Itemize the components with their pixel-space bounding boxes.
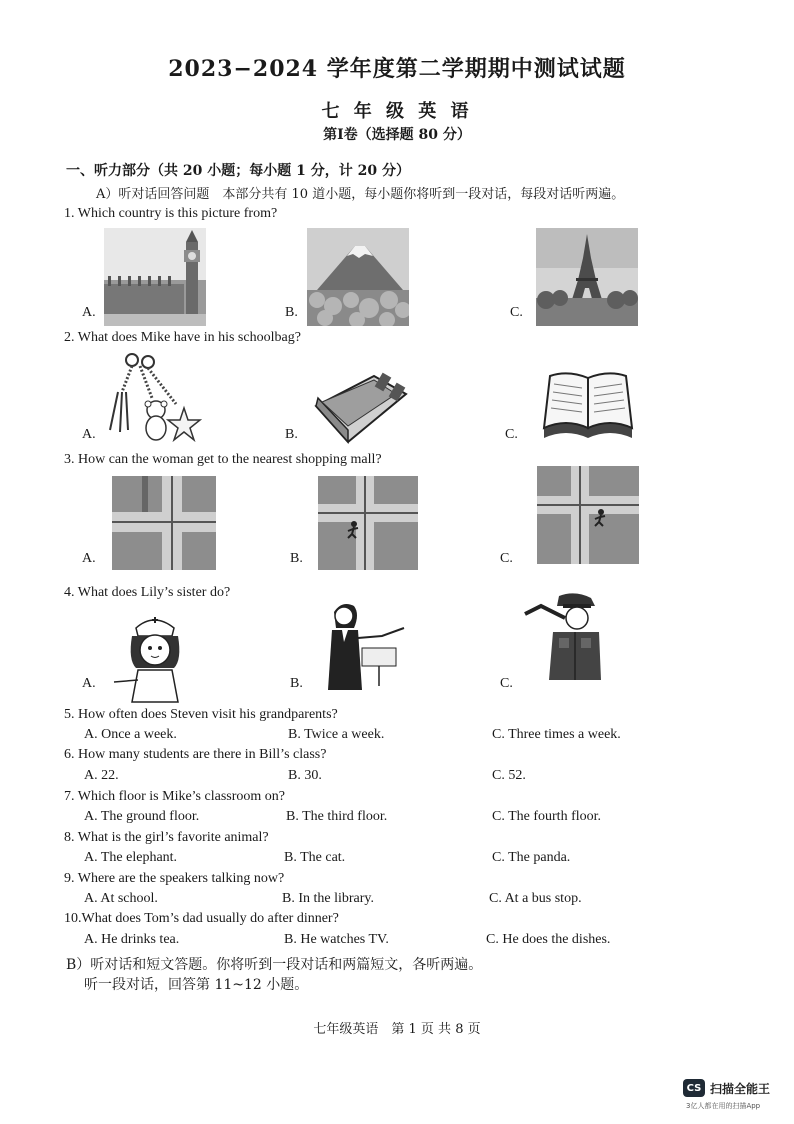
part-b-instruction: B）听对话和短文答题。你将听到一段对话和两篇短文，各听两遍。	[66, 957, 483, 973]
scanner-watermark	[683, 1079, 770, 1097]
q8-option-c: C. The panda.	[492, 850, 571, 865]
q6-option-b: B. 30.	[288, 768, 322, 783]
q4-option-a-label: A.	[82, 676, 96, 691]
q3-option-a-image	[112, 476, 216, 570]
q7-option-a: A. The ground floor.	[84, 809, 200, 824]
q8-option-a: A. The elephant.	[84, 850, 178, 865]
q2-option-a-image	[100, 352, 210, 448]
listening-section-title: 一、听力部分（共 20 小题；每小题 1 分，计 20 分）	[66, 163, 410, 179]
q1-option-a-image	[104, 228, 206, 326]
q6-option-c: C. 52.	[492, 768, 526, 783]
q5-option-a: A. Once a week.	[84, 727, 177, 742]
question-1: 1. Which country is this picture from?	[64, 206, 278, 221]
part-b-subinstruction: 听一段对话，回答第 11~12 小题。	[84, 977, 309, 993]
question-7: 7. Which floor is Mike’s classroom on?	[64, 789, 285, 804]
page-footer: 七年级英语 第 1 页 共 8 页	[313, 1022, 481, 1037]
q10-option-b: B. He watches TV.	[284, 932, 389, 947]
q9-option-c: C. At a bus stop.	[489, 891, 582, 906]
q2-option-b-label: B.	[285, 427, 298, 442]
q5-option-b: B. Twice a week.	[288, 727, 385, 742]
part-a-instruction: A）听对话回答问题 本部分共有 10 道小题，每小题你将听到一段对话，每段对话听两遍。	[96, 187, 625, 202]
q2-option-b-image	[312, 368, 408, 448]
q3-option-b-image	[318, 476, 418, 570]
q4-option-c-label: C.	[500, 676, 513, 691]
q10-option-a: A. He drinks tea.	[84, 932, 180, 947]
question-3: 3. How can the woman get to the nearest shopping mall?	[64, 452, 382, 467]
scanner-logo-icon: CS	[683, 1079, 705, 1097]
question-10: 10.What does Tom’s dad usually do after dinner?	[64, 911, 339, 926]
q4-option-b-image	[322, 598, 412, 690]
q1-option-b-image	[307, 228, 409, 326]
question-2: 2. What does Mike have in his schoolbag?	[64, 330, 301, 345]
q7-option-c: C. The fourth floor.	[492, 809, 602, 824]
q9-option-b: B. In the library.	[282, 891, 375, 906]
exam-subject: 七 年 级 英 语	[321, 101, 473, 122]
exam-title: 2023−2024 学年度第二学期期中测试试题	[168, 56, 626, 82]
q3-option-b-label: B.	[290, 551, 303, 566]
q4-option-c-image	[519, 590, 605, 680]
q1-option-c-image	[536, 228, 638, 326]
question-8: 8. What is the girl’s favorite animal?	[64, 830, 269, 845]
q3-option-a-label: A.	[82, 551, 96, 566]
q3-option-c-label: C.	[500, 551, 513, 566]
q2-option-a-label: A.	[82, 427, 96, 442]
q4-option-b-label: B.	[290, 676, 303, 691]
q4-option-a-image	[110, 610, 200, 708]
q6-option-a: A. 22.	[84, 768, 119, 783]
question-6: 6. How many students are there in Bill’s class?	[64, 747, 327, 762]
scanner-tagline: 3亿人都在用的扫描App	[686, 1102, 761, 1110]
q1-option-a-label: A.	[82, 305, 96, 320]
question-5: 5. How often does Steven visit his grandparents?	[64, 707, 338, 722]
part-heading: 第Ⅰ卷（选择题 80 分）	[323, 127, 471, 143]
q7-option-b: B. The third floor.	[286, 809, 388, 824]
question-4: 4. What does Lily’s sister do?	[64, 585, 231, 600]
q10-option-c: C. He does the dishes.	[486, 932, 611, 947]
q1-option-c-label: C.	[510, 305, 523, 320]
q9-option-a: A. At school.	[84, 891, 158, 906]
scanner-app-name: 扫描全能王	[710, 1081, 771, 1096]
q1-option-b-label: B.	[285, 305, 298, 320]
q8-option-b: B. The cat.	[284, 850, 346, 865]
question-9: 9. Where are the speakers talking now?	[64, 871, 285, 886]
q3-option-c-image	[537, 466, 639, 564]
q2-option-c-label: C.	[505, 427, 518, 442]
q5-option-c: C. Three times a week.	[492, 727, 621, 742]
q2-option-c-image	[538, 368, 638, 444]
